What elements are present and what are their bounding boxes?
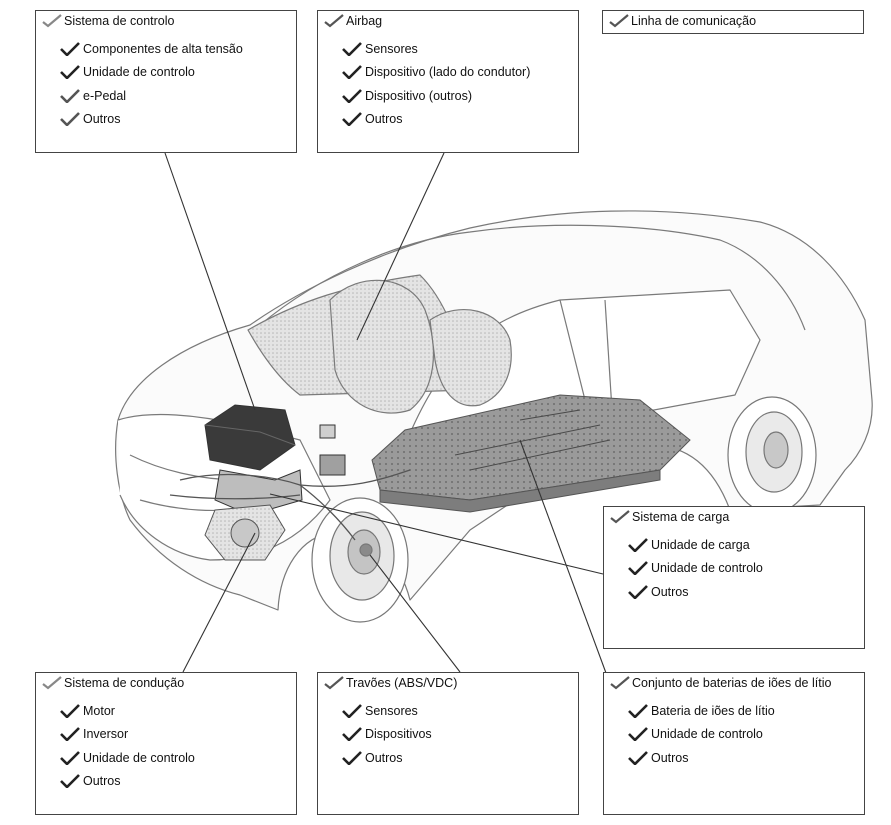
list-item [342,699,432,723]
list-item [628,533,763,557]
battery-pack-label: Conjunto de baterias de iões de lítio [632,676,832,690]
list-item-label: Unidade de carga [651,537,750,552]
list-item-label: Componentes de alta tensão [83,41,243,56]
communication-line-title [609,14,756,28]
check-icon [60,112,80,126]
list-item [60,61,243,85]
drive-system-box [35,672,297,815]
brakes-label: Travões (ABS/VDC) [346,676,458,690]
check-icon [628,727,648,741]
check-icon [610,510,630,524]
list-item [60,770,195,794]
check-icon [342,112,362,126]
list-item-label: Sensores [365,703,418,718]
airbag-list [342,37,530,131]
list-item-label: Dispositivo (lado do condutor) [365,65,531,80]
check-icon [60,727,80,741]
list-item-label: Inversor [83,727,129,742]
check-icon [342,89,362,103]
battery-pack-list [628,699,775,770]
control-system-box [35,10,297,153]
drive-system-title [42,676,184,690]
communication-line-label: Linha de comunicação [631,14,757,28]
drive-system-list [60,699,195,793]
list-item-label: Outros [651,750,689,765]
brakes-title [324,676,457,690]
airbag-label: Airbag [346,14,383,28]
list-item [60,84,243,108]
list-item-label: Outros [365,112,403,127]
list-item [628,580,763,604]
list-item [628,723,775,747]
list-item-label: Unidade de controlo [83,65,195,80]
list-item-label: Motor [83,703,115,718]
control-system-list [60,37,243,131]
airbag-title [324,14,382,28]
check-icon [628,538,648,552]
check-icon [342,42,362,56]
list-item [342,723,432,747]
list-item-label: Dispositivos [365,727,432,742]
control-system-title [42,14,174,28]
charging-system-label: Sistema de carga [632,510,730,524]
check-icon [60,774,80,788]
list-item-label: Dispositivo (outros) [365,88,472,103]
check-icon [60,65,80,79]
list-item-label: Bateria de iões de lítio [651,703,775,718]
check-icon [628,704,648,718]
list-item [60,108,243,132]
list-item [628,699,775,723]
check-icon [60,751,80,765]
list-item [342,84,530,108]
list-item [60,37,243,61]
list-item-label: Outros [83,774,121,789]
battery-pack-box [603,672,865,815]
check-icon [60,704,80,718]
list-item [342,746,432,770]
check-icon [42,676,62,690]
list-item-label: Outros [365,750,403,765]
brakes-box [317,672,579,815]
list-item-label: e-Pedal [83,88,127,103]
check-icon [60,42,80,56]
drive-system-label: Sistema de condução [64,676,185,690]
list-item [628,557,763,581]
list-item [628,746,775,770]
charging-system-title [610,510,729,524]
communication-line-box [602,10,864,34]
check-icon [628,585,648,599]
check-icon [628,561,648,575]
airbag-box [317,10,579,153]
check-icon [342,65,362,79]
check-icon [324,14,344,28]
list-item-label: Unidade de controlo [651,727,763,742]
brakes-list [342,699,432,770]
list-item [60,723,195,747]
list-item-label: Unidade de controlo [651,561,763,576]
control-system-label: Sistema de controlo [64,14,175,28]
charging-system-list [628,533,763,604]
list-item-label: Unidade de controlo [83,750,195,765]
charging-system-box [603,506,865,649]
list-item [342,61,530,85]
check-icon [609,14,629,28]
list-item [342,108,530,132]
check-icon [628,751,648,765]
check-icon [342,751,362,765]
check-icon [60,89,80,103]
list-item-label: Sensores [365,41,418,56]
list-item [342,37,530,61]
check-icon [342,704,362,718]
check-icon [342,727,362,741]
list-item [60,699,195,723]
check-icon [610,676,630,690]
list-item-label: Outros [651,584,689,599]
battery-pack-title [610,676,831,690]
check-icon [42,14,62,28]
check-icon [324,676,344,690]
list-item-label: Outros [83,112,121,127]
list-item [60,746,195,770]
